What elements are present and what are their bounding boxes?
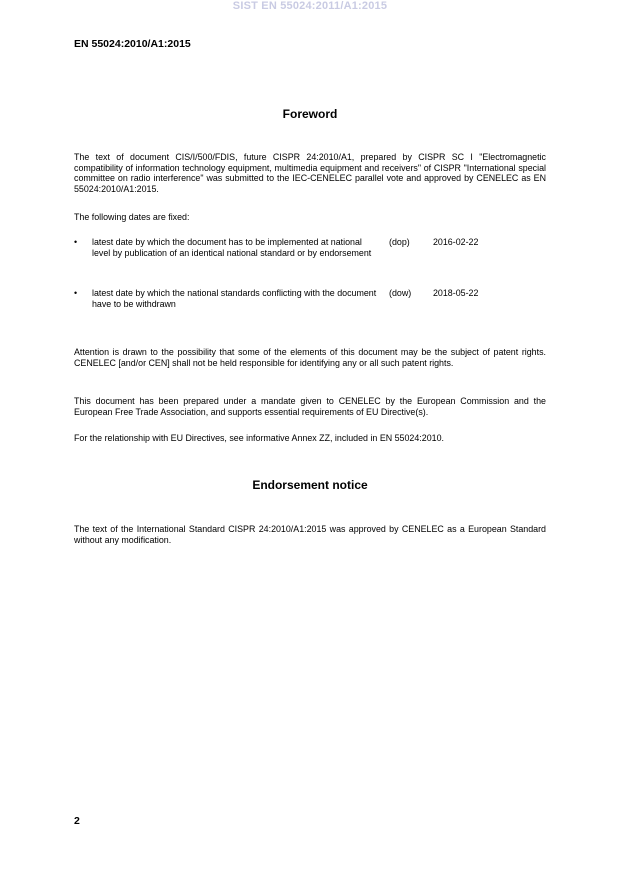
foreword-title: Foreword xyxy=(282,107,338,121)
page-number: 2 xyxy=(74,815,80,827)
date-value: 2018-05-22 xyxy=(433,288,479,298)
dates-intro: The following dates are fixed: xyxy=(74,212,190,222)
date-description: latest date by which the national standards conflicting with the document have to be withdrawn xyxy=(92,288,377,309)
date-abbreviation: (dow) xyxy=(389,288,412,298)
date-value: 2016-02-22 xyxy=(433,237,479,247)
annex-paragraph: For the relationship with EU Directives, see informative Annex ZZ, included in EN 55024:2010. xyxy=(74,433,444,443)
document-id: EN 55024:2010/A1:2015 xyxy=(74,38,191,50)
date-abbreviation: (dop) xyxy=(389,237,410,247)
endorsement-text: The text of the International Standard CISPR 24:2010/A1:2015 was approved by CENELEC as a European Standard without any modification. xyxy=(74,524,546,545)
foreword-paragraph: The text of document CIS/I/500/FDIS, future CISPR 24:2010/A1, prepared by CISPR SC I "Electromagnetic compatibility of information technology equipment, multimedia equipment and receivers" of CISPR "International special committee on radio interference" was submitted to the IEC-CENELEC parallel vote and approved by CENELEC as EN 55024:2010/A1:2015. xyxy=(74,152,546,194)
bullet-icon: • xyxy=(74,288,78,298)
endorsement-title: Endorsement notice xyxy=(252,478,368,492)
bullet-icon: • xyxy=(74,237,78,247)
watermark: SIST EN 55024:2011/A1:2015 xyxy=(232,0,388,12)
date-description: latest date by which the document has to be implemented at national level by publication of an identical national standard or by endorsement xyxy=(92,237,372,258)
patent-paragraph: Attention is drawn to the possibility that some of the elements of this document may be the subject of patent rights. CENELEC [and/or CEN] shall not be held responsible for identifying any or all such patent rights. xyxy=(74,347,546,368)
mandate-paragraph: This document has been prepared under a mandate given to CENELEC by the European Commission and the European Free Trade Association, and supports essential requirements of EU Directive(s). xyxy=(74,396,546,417)
